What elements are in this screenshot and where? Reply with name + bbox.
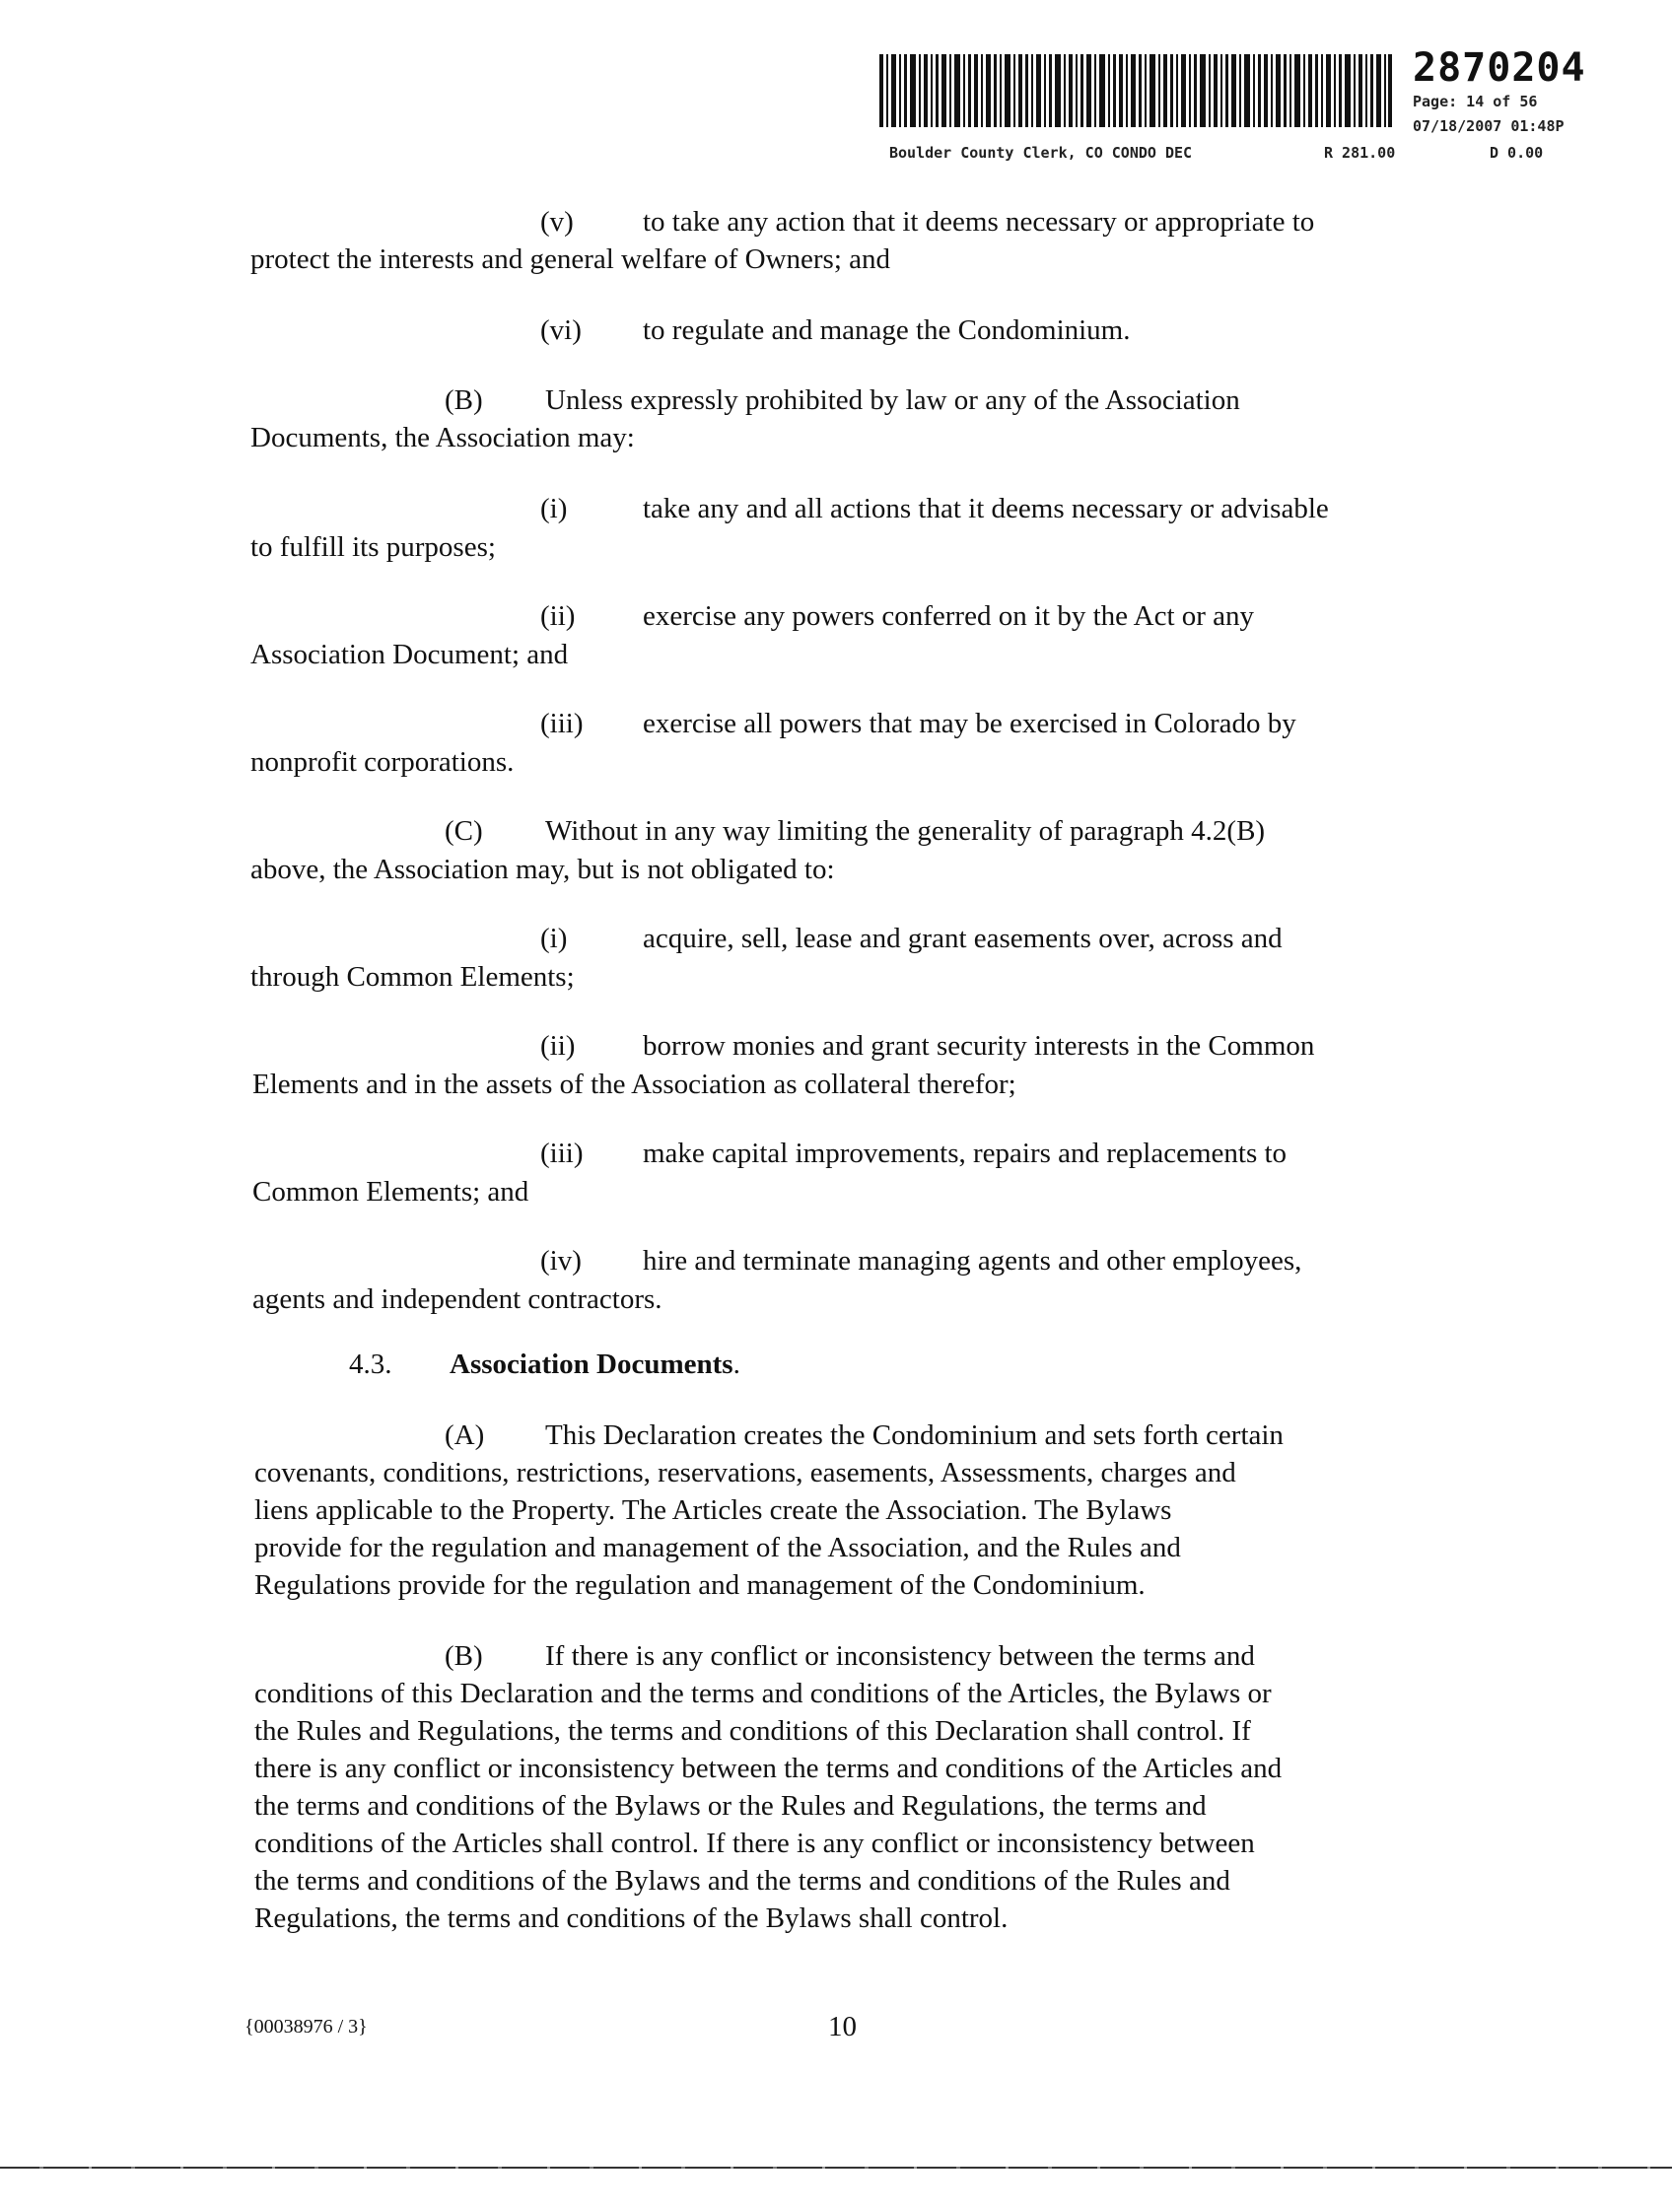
paragraph-43b-line: If there is any conflict or inconsistency between the terms and [545, 1640, 1255, 1672]
document-number: 2870204 [1413, 45, 1586, 91]
page-number: 10 [828, 2011, 857, 2042]
paragraph-43b-line: conditions of the Articles shall control. If there is any conflict or inconsistency between [254, 1828, 1255, 1859]
paragraph-43a-line: This Declaration creates the Condominium and sets forth certain [545, 1419, 1284, 1451]
item-label-b-i: (i) [540, 493, 568, 524]
item-c-iii-text-1: make capital improvements, repairs and replacements to [643, 1138, 1288, 1169]
paragraph-label-43a: (A) [445, 1419, 485, 1451]
item-label-vi: (vi) [540, 314, 582, 346]
document-code: {00038976 / 3} [244, 2016, 368, 2038]
item-c-ii-text-1: borrow monies and grant security interests in the Common [643, 1030, 1315, 1062]
item-v-text-1: to take any action that it deems necessary or appropriate to [643, 206, 1315, 238]
paragraph-43a-line: covenants, conditions, restrictions, reservations, easements, Assessments, charges and [254, 1457, 1236, 1488]
item-c-iv-text-2: agents and independent contractors. [252, 1283, 662, 1315]
recording-datetime: 07/18/2007 01:48P [1413, 117, 1565, 135]
item-c-i-text-2: through Common Elements; [250, 961, 575, 993]
barcode [879, 54, 1392, 127]
page-info: Page: 14 of 56 [1413, 93, 1538, 110]
paragraph-c-text-2: above, the Association may, but is not obligated to: [250, 854, 835, 885]
fee-recording: R 281.00 [1324, 144, 1396, 162]
section-title-period: . [732, 1348, 740, 1380]
item-c-iv-text-1: hire and terminate managing agents and other employees, [643, 1245, 1302, 1277]
item-label-b-iii: (iii) [540, 708, 584, 739]
barcode-graphic [879, 54, 1392, 127]
paragraph-43b-line: Regulations, the terms and conditions of the Bylaws shall control. [254, 1902, 1009, 1934]
paragraph-b-text-2: Documents, the Association may: [250, 422, 635, 453]
paragraph-43b-line: there is any conflict or inconsistency between the terms and conditions of the Articles and [254, 1753, 1283, 1784]
fee-documentary: D 0.00 [1490, 144, 1544, 162]
paragraph-43a-line: liens applicable to the Property. The Articles create the Association. The Bylaws [254, 1494, 1172, 1526]
paragraph-43a-line: Regulations provide for the regulation and management of the Condominium. [254, 1569, 1146, 1601]
paragraph-label-c: (C) [445, 815, 483, 847]
paragraph-43b-line: the terms and conditions of the Bylaws and the terms and conditions of the Rules and [254, 1865, 1230, 1897]
paragraph-43b-line: conditions of this Declaration and the terms and conditions of the Articles, the Bylaws or [254, 1678, 1272, 1709]
item-v-text-2: protect the interests and general welfare of Owners; and [250, 243, 891, 275]
item-vi-text: to regulate and manage the Condominium. [643, 314, 1131, 346]
paragraph-43b-line: the terms and conditions of the Bylaws or the Rules and Regulations, the terms and [254, 1790, 1207, 1822]
section-title: Association Documents [450, 1348, 733, 1380]
paragraph-43a-line: provide for the regulation and management of the Association, and the Rules and [254, 1532, 1181, 1563]
section-number: 4.3. [349, 1348, 392, 1380]
item-label-v: (v) [540, 206, 574, 238]
item-label-c-iii: (iii) [540, 1138, 584, 1169]
section-heading [450, 1350, 740, 1379]
paragraph-43b-line: the Rules and Regulations, the terms and conditions of this Declaration shall control. If [254, 1715, 1251, 1747]
item-label-c-ii: (ii) [540, 1030, 576, 1062]
item-b-iii-text-1: exercise all powers that may be exercised in Colorado by [643, 708, 1296, 739]
paragraph-b-text-1: Unless expressly prohibited by law or any of the Association [545, 384, 1240, 416]
clerk-line: Boulder County Clerk, CO CONDO DEC [889, 144, 1193, 162]
item-label-c-i: (i) [540, 923, 568, 954]
item-label-b-ii: (ii) [540, 600, 576, 632]
paragraph-c-text-1: Without in any way limiting the generality of paragraph 4.2(B) [545, 815, 1266, 847]
paragraph-label-43b: (B) [445, 1640, 483, 1672]
item-c-ii-text-2: Elements and in the assets of the Association as collateral therefor; [252, 1069, 1016, 1100]
scan-edge-line [0, 2167, 1672, 2169]
item-label-c-iv: (iv) [540, 1245, 582, 1277]
item-b-i-text-1: take any and all actions that it deems necessary or advisable [643, 493, 1329, 524]
item-b-ii-text-1: exercise any powers conferred on it by the Act or any [643, 600, 1255, 632]
item-b-iii-text-2: nonprofit corporations. [250, 746, 515, 778]
paragraph-label-b: (B) [445, 384, 483, 416]
recording-stamp [0, 0, 1672, 177]
item-c-i-text-1: acquire, sell, lease and grant easements over, across and [643, 923, 1283, 954]
item-c-iii-text-2: Common Elements; and [252, 1176, 529, 1208]
item-b-ii-text-2: Association Document; and [250, 639, 569, 670]
item-b-i-text-2: to fulfill its purposes; [250, 531, 496, 563]
